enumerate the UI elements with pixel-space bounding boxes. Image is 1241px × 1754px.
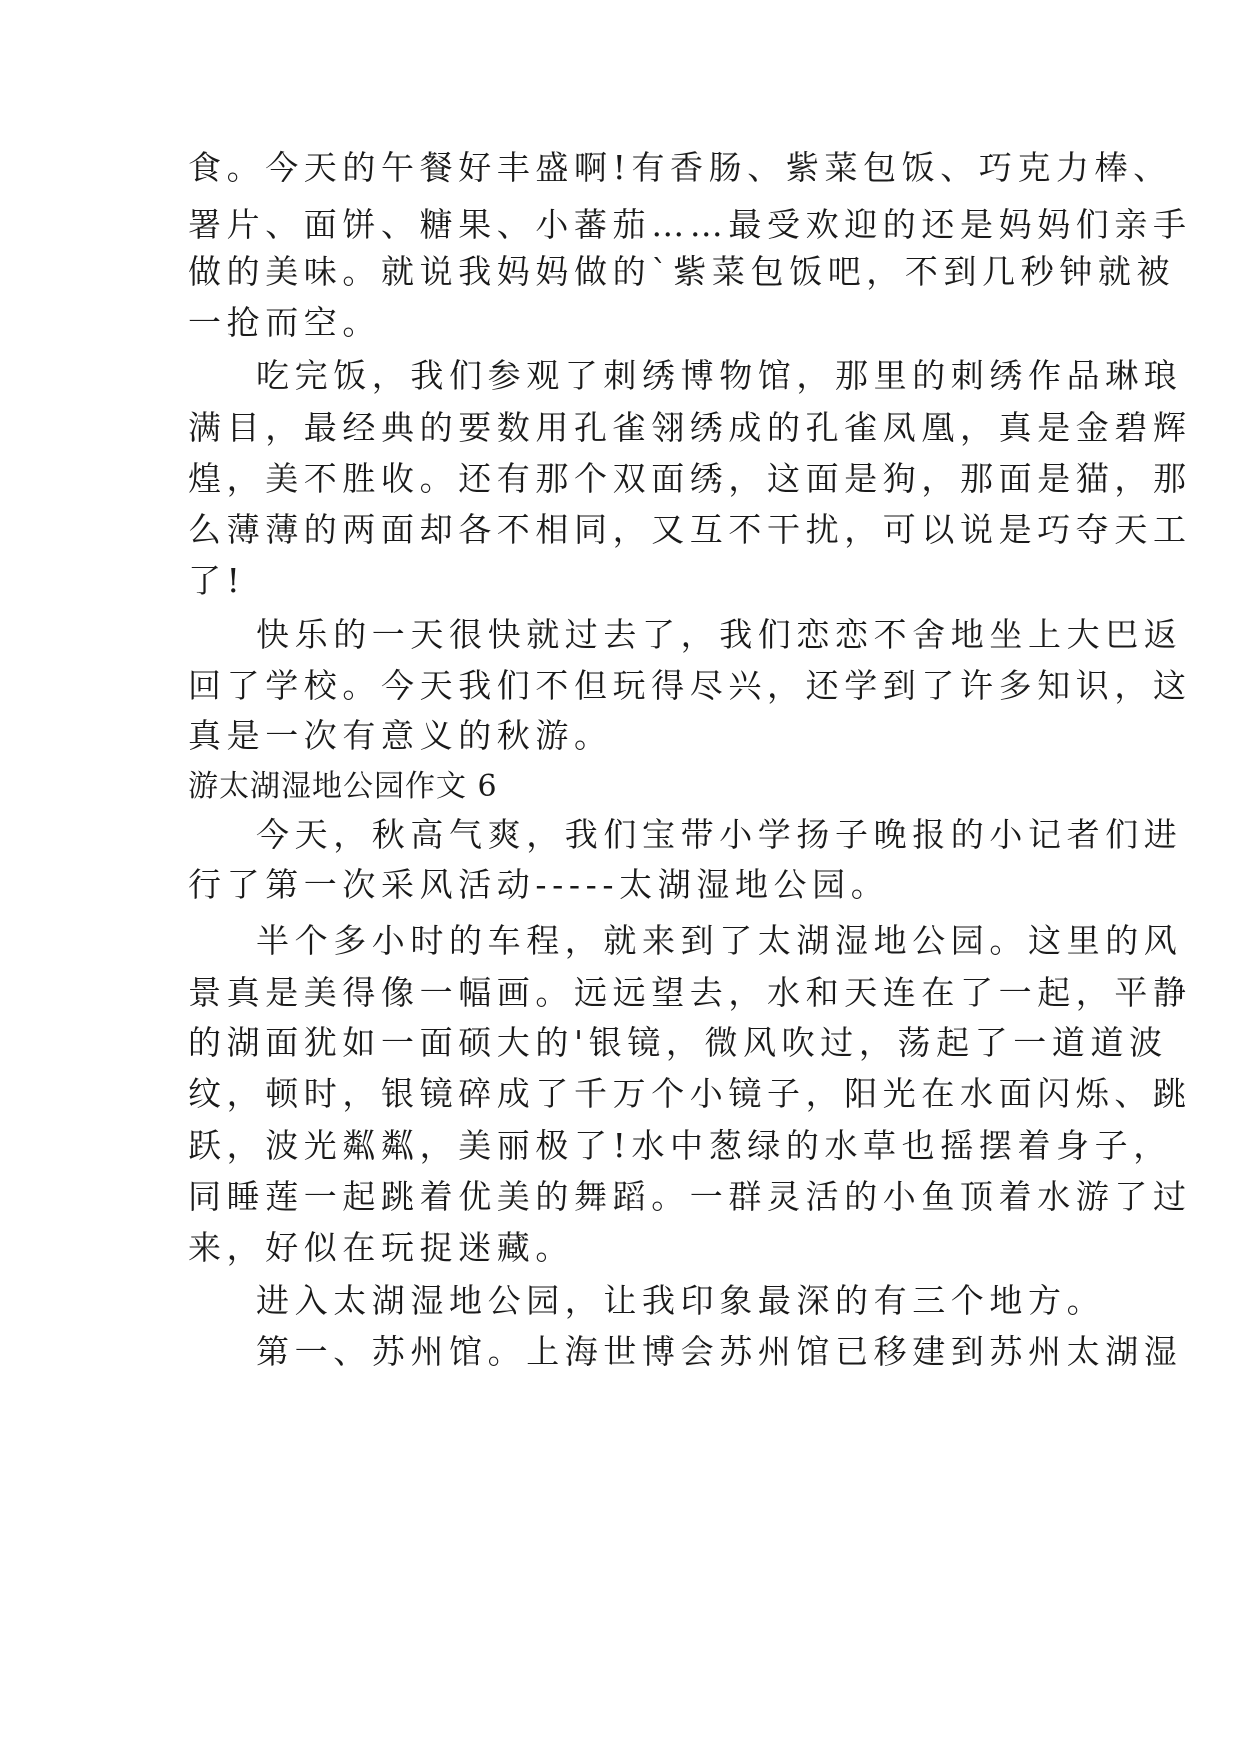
paragraph-5-line-5: 跃，波光粼粼，美丽极了!水中葱绿的水草也摇摆着身子， bbox=[188, 1126, 1172, 1165]
paragraph-7-line-1: 第一、苏州馆。上海世博会苏州馆已移建到苏州太湖湿 bbox=[256, 1332, 1183, 1371]
paragraph-1-line-2: 署片、面饼、糖果、小蕃茄……最受欢迎的还是妈妈们亲手 bbox=[188, 205, 1192, 244]
section-heading: 游太湖湿地公园作文 6 bbox=[188, 769, 498, 804]
paragraph-3-line-3: 真是一次有意义的秋游。 bbox=[188, 716, 613, 755]
paragraph-2-line-5: 了! bbox=[188, 561, 246, 600]
paragraph-2-line-1: 吃完饭，我们参观了刺绣博物馆，那里的刺绣作品琳琅 bbox=[256, 356, 1183, 395]
paragraph-5-line-1: 半个多小时的车程，就来到了太湖湿地公园。这里的风 bbox=[256, 921, 1183, 960]
paragraph-3-line-1: 快乐的一天很快就过去了，我们恋恋不舍地坐上大巴返 bbox=[256, 615, 1183, 654]
paragraph-5-line-7: 来，好似在玩捉迷藏。 bbox=[188, 1228, 574, 1267]
paragraph-1-line-3: 做的美味。就说我妈妈做的`紫菜包饭吧，不到几秒钟就被 bbox=[188, 252, 1176, 291]
paragraph-5-line-2: 景真是美得像一幅画。远远望去，水和天连在了一起，平静 bbox=[188, 973, 1192, 1012]
paragraph-2-line-4: 么薄薄的两面却各不相同，又互不干扰，可以说是巧夺天工 bbox=[188, 510, 1192, 549]
paragraph-3-line-2: 回了学校。今天我们不但玩得尽兴，还学到了许多知识，这 bbox=[188, 666, 1192, 705]
paragraph-4-line-1: 今天，秋高气爽，我们宝带小学扬子晚报的小记者们进 bbox=[256, 815, 1183, 854]
paragraph-5-line-4: 纹，顿时，银镜碎成了千万个小镜子，阳光在水面闪烁、跳 bbox=[188, 1074, 1192, 1113]
paragraph-6-line-1: 进入太湖湿地公园，让我印象最深的有三个地方。 bbox=[256, 1281, 1106, 1320]
paragraph-4-line-2: 行了第一次采风活动-----太湖湿地公园。 bbox=[188, 865, 890, 904]
paragraph-1-line-1: 食。今天的午餐好丰盛啊!有香肠、紫菜包饭、巧克力棒、 bbox=[188, 148, 1172, 187]
paragraph-1-line-4: 一抢而空。 bbox=[188, 303, 381, 342]
paragraph-5-line-3: 的湖面犹如一面硕大的'银镜，微风吹过，荡起了一道道波 bbox=[188, 1023, 1168, 1062]
paragraph-2-line-3: 煌，美不胜收。还有那个双面绣，这面是狗，那面是猫，那 bbox=[188, 459, 1192, 498]
paragraph-5-line-6: 同睡莲一起跳着优美的舞蹈。一群灵活的小鱼顶着水游了过 bbox=[188, 1177, 1192, 1216]
paragraph-2-line-2: 满目，最经典的要数用孔雀翎绣成的孔雀凤凰，真是金碧辉 bbox=[188, 408, 1192, 447]
